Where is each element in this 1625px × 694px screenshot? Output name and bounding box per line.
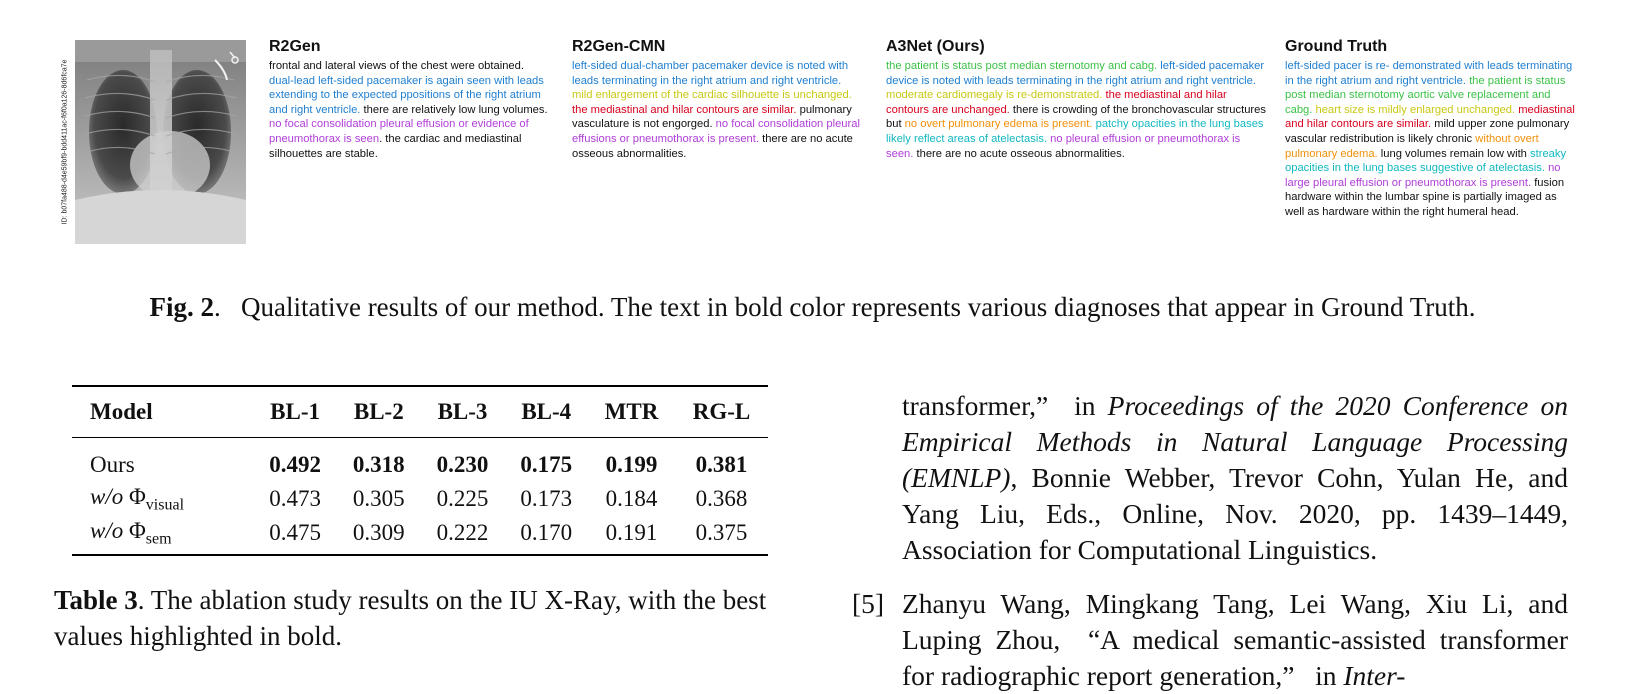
report-segment: frontal and lateral views of the chest were obtained. — [269, 60, 524, 72]
table-row — [72, 516, 768, 555]
report-segment: the mediastinal and hilar contours are similar. — [572, 103, 800, 116]
report-segment: there are relatively low lung volumes. — [363, 103, 548, 116]
report-segment: left-sided pacer is re- demonstrated with leads terminating in the right atrium and right ventricle. — [1285, 60, 1573, 87]
report-text — [269, 59, 551, 161]
report-column-r2gen-cmn — [572, 38, 860, 161]
image-id-label: ID: b07fa488-d4e59bf9-bdd411ac-f6f0a126-8d6fca7e — [61, 59, 69, 225]
table-cell: 0.309 — [352, 520, 405, 545]
column-title: A3Net (Ours) — [886, 38, 985, 55]
report-column-r2gen — [269, 38, 551, 161]
table-header-row — [72, 386, 768, 438]
report-segment: streaky opacities in the lung bases suggestive of atelectasis. — [1285, 147, 1567, 175]
report-segment: no focal consolidation pleural effusions or pneumothorax is present. — [572, 118, 860, 145]
table-cell: 0.375 — [695, 520, 748, 545]
table-cell: 0.175 — [520, 452, 573, 477]
table-caption-label: Table 3 — [54, 585, 138, 615]
report-segment: the patient is status post median sternotomy aortic valve replacement and cabg. — [1285, 74, 1566, 116]
table-cell: 0.199 — [605, 452, 658, 477]
report-segment: dual-lead left-sided pacemaker is again seen with leads extending to the expected ppositions of the right atrium and right ventricle. — [269, 74, 544, 116]
table-cell: 0.473 — [269, 486, 321, 511]
table-cell: 0.368 — [695, 486, 748, 511]
report-segment: there are no acute osseous abnormalities. — [572, 132, 853, 160]
report-segment: no focal consolidation pleural effusion or evidence of pneumothorax is seen — [269, 118, 529, 145]
table-header-cell: RG-L — [692, 399, 751, 424]
chest-xray-image — [75, 40, 246, 244]
table-header-cell: BL-2 — [353, 399, 404, 424]
model-name-cell: w/o $\Phi_{visual}$ — [90, 483, 185, 514]
ablation-table — [72, 385, 768, 556]
report-text — [886, 59, 1266, 161]
table-cell: 0.173 — [520, 486, 573, 511]
column-title: R2Gen — [269, 38, 321, 55]
table-cell: 0.225 — [436, 486, 489, 511]
table-cell: 0.222 — [436, 520, 489, 545]
table-cell: 0.492 — [269, 452, 321, 477]
table-cell: 0.381 — [695, 452, 748, 477]
report-segment: mild upper zone pulmonary vascular redistribution is likely chronic — [1285, 118, 1570, 145]
report-segment: there are no acute osseous abnormalities. — [916, 147, 1125, 160]
table-cell: 0.230 — [436, 452, 489, 477]
xray-image-panel — [60, 40, 246, 244]
table-caption-text: . The ablation study results on the IU X-Ray, with the best values highlighted in bold. — [54, 585, 767, 651]
report-segment: there is crowding of the bronchovascular structures but — [886, 103, 1266, 131]
table-header-cell: BL-4 — [521, 399, 572, 424]
report-segment: mild enlargement of the cardiac silhouette is unchanged. — [572, 89, 852, 102]
report-segment: no pleural effusion or pneumothorax is seen. — [886, 132, 1241, 160]
table-cell: 0.305 — [352, 486, 405, 511]
report-column-ground-truth — [1285, 38, 1575, 220]
report-segment: . the cardiac and mediastinal silhouettes are stable. — [269, 132, 522, 160]
report-segment: heart size is mildly enlarged unchanged. — [1315, 103, 1519, 116]
reference-4-continuation: transformer,” in Proceedings of the 2020 Conference on Empirical Methods in Natural Language Processing (EMNLP), Bonnie Webber, Trevor Cohn, Yulan He, and Yang Liu, Eds., Online, Nov. 2020, pp. 1439–1449, Association for Computational Linguistics. — [902, 390, 1568, 565]
report-segment: fusion hardware within the lumbar spine is partially imaged as well as hardware within the right humeral head. — [1285, 176, 1565, 218]
figure-caption — [0, 291, 1625, 323]
table-header-cell: Model — [90, 399, 153, 424]
table-header-cell: BL-1 — [270, 399, 320, 424]
figure-caption-text: . Qualitative results of our method. The text in bold color represents various diagnoses that appear in Ground Truth. — [213, 292, 1476, 322]
report-segment: left-sided dual-chamber pacemaker device is noted with leads terminating in the right atrium and right ventricle. — [572, 60, 849, 87]
report-segment: lung volumes remain low with — [1380, 147, 1531, 160]
table-row — [72, 482, 768, 516]
table-cell: 0.170 — [520, 520, 573, 545]
model-name-cell: w/o $\Phi_{sem}$ — [90, 517, 172, 548]
table-cell: 0.191 — [605, 520, 658, 545]
report-segment: without overt pulmonary edema. — [1285, 132, 1539, 160]
table-caption — [54, 582, 794, 654]
figure-caption-label: Fig. 2 — [149, 292, 214, 322]
column-title: Ground Truth — [1285, 38, 1388, 55]
report-segment: patchy opacities in the lung bases likely reflect areas of atelectasis. — [886, 118, 1264, 145]
report-text — [572, 59, 860, 161]
table-header-cell: MTR — [604, 399, 659, 424]
reference-number: [5] — [852, 588, 885, 619]
table-cell: 0.318 — [352, 452, 405, 477]
report-column-a3net — [886, 38, 1266, 161]
table-cell: 0.184 — [605, 486, 658, 511]
references-section — [852, 388, 1568, 694]
reference-5: [5] Zhanyu Wang, Mingkang Tang, Lei Wang, Xiu Li, and Luping Zhou, “A medical semantic-assisted transformer for radiographic report generation,” in Inter- — [852, 588, 1568, 691]
report-segment: moderate cardiomegaly is re-demonstrated. — [886, 89, 1106, 102]
report-segment: left-sided pacemaker device is noted with leads terminating in the right atrium and right ventricle. — [886, 60, 1265, 87]
table-header-cell: BL-3 — [437, 399, 488, 424]
report-segment: no large pleural effusion or pneumothorax is present. — [1285, 162, 1561, 189]
report-segment: no overt pulmonary edema is present. — [904, 118, 1096, 131]
table-cell: 0.475 — [269, 520, 321, 545]
report-segment: the patient is status post median sternotomy and cabg. — [886, 60, 1161, 72]
report-segment: mediastinal and hilar contours are similar. — [1285, 103, 1575, 131]
model-name-cell: Ours — [90, 452, 135, 477]
report-segment: the mediastinal and hilar contours are unchanged. — [886, 89, 1227, 116]
table-row — [72, 438, 768, 483]
report-segment: pulmonary vasculature is not engorged. — [572, 103, 852, 131]
column-title: R2Gen-CMN — [572, 38, 666, 55]
report-text — [1285, 59, 1575, 220]
